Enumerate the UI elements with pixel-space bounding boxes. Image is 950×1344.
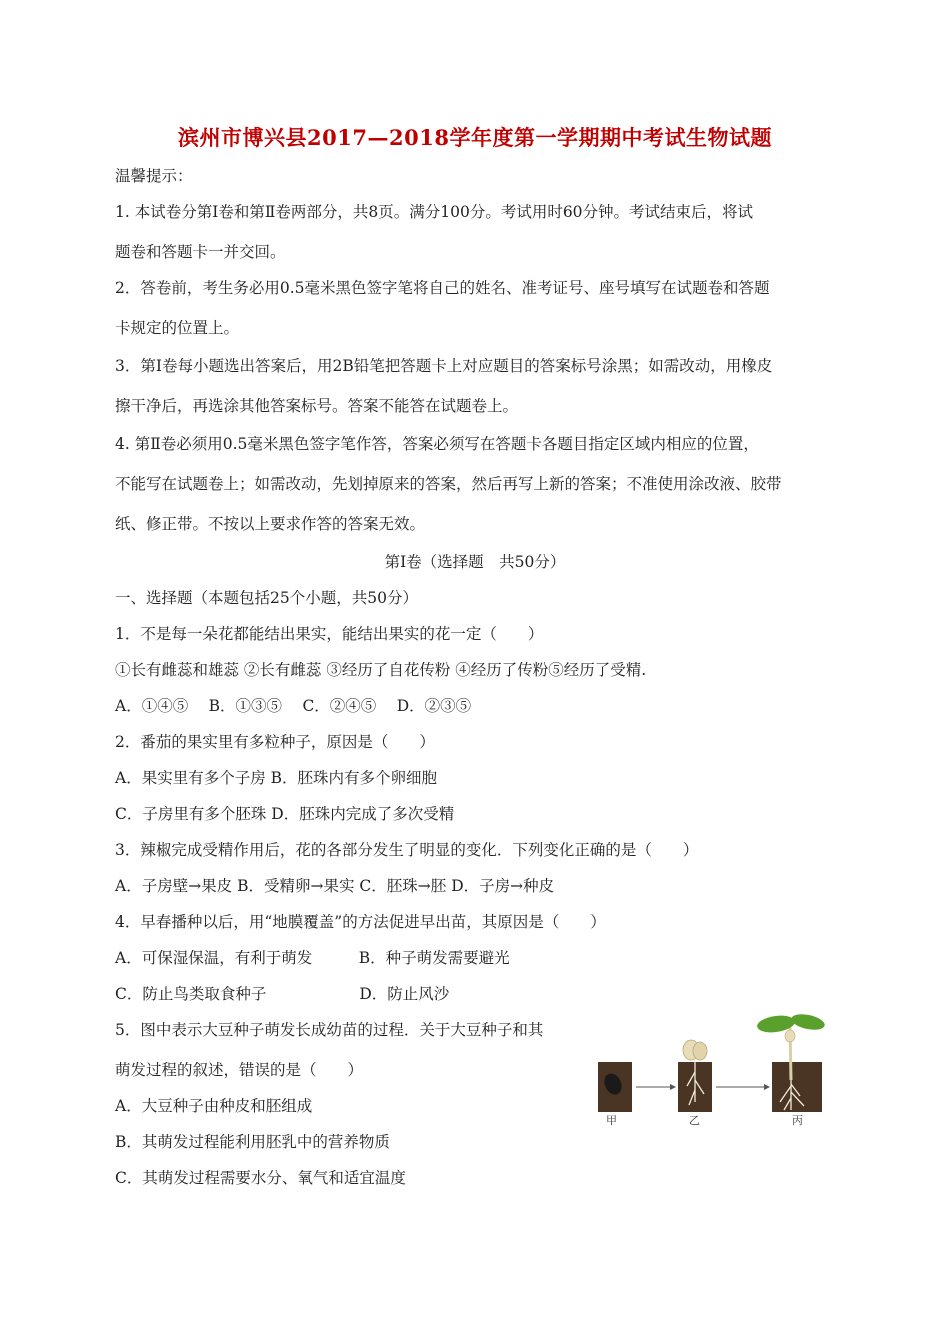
question-line: B．其萌发过程能利用胚乳中的营养物质 [115, 1133, 390, 1151]
tips-heading: 温馨提示： [115, 167, 193, 185]
part-heading: 一、选择题（本题包括25个小题，共50分） [115, 589, 418, 607]
tip-line: 擦干净后，再选涂其他答案标号。答案不能答在试题卷上。 [115, 397, 519, 415]
question-line: A．可保湿保温，有利于萌发 B．种子萌发需要避光 [115, 949, 510, 967]
soil-block-bing [772, 1062, 822, 1112]
arrow-head [764, 1084, 770, 1090]
question-line: A．①④⑤ B．①③⑤ C．②④⑤ D．②③⑤ [115, 697, 472, 715]
question-line: 4．早春播种以后，用“地膜覆盖”的方法促进早出苗，其原因是（ ） [115, 913, 606, 931]
seedling-cotyledon [785, 1030, 795, 1042]
figure-label-bing: 丙 [792, 1114, 803, 1127]
tip-line: 不能写在试题卷上；如需改动，先划掉原来的答案，然后再写上新的答案；不准使用涂改液、胶带 [115, 475, 782, 493]
question-line: C．子房里有多个胚珠 D．胚珠内完成了多次受精 [115, 805, 455, 823]
exam-title: 滨州市博兴县2017—2018学年度第一学期期中考试生物试题 [178, 125, 772, 150]
tip-line: 1. 本试卷分第Ⅰ卷和第Ⅱ卷两部分，共8页。满分100分。考试用时60分钟。考试结束后，将试 [115, 203, 754, 221]
soybean-germination-figure [594, 1010, 840, 1128]
tip-line: 4. 第Ⅱ卷必须用0.5毫米黑色签字笔作答，答案必须写在答题卡各题目指定区域内相应的位置， [115, 435, 759, 453]
seedling-leaf [790, 1012, 826, 1033]
question-line: A．果实里有多个子房 B．胚珠内有多个卵细胞 [115, 769, 438, 787]
tip-line: 题卷和答题卡一并交回。 [115, 243, 286, 261]
tip-line: 卡规定的位置上。 [115, 319, 240, 337]
figure-label-yi: 乙 [689, 1114, 700, 1127]
question-line: 5．图中表示大豆种子萌发长成幼苗的过程．关于大豆种子和其 [115, 1021, 544, 1039]
tip-line: 3．第Ⅰ卷每小题选出答案后，用2B铅笔把答题卡上对应题目的答案标号涂黑；如需改动，用橡皮 [115, 357, 773, 375]
question-line: C．防止鸟类取食种子 D．防止风沙 [115, 985, 450, 1003]
cotyledon [693, 1042, 707, 1060]
question-line: 3．辣椒完成受精作用后，花的各部分发生了明显的变化．下列变化正确的是（ ） [115, 841, 699, 859]
tip-line: 纸、修正带。不按以上要求作答的答案无效。 [115, 515, 426, 533]
figure-label-jia: 甲 [606, 1114, 617, 1127]
question-line: A．大豆种子由种皮和胚组成 [115, 1097, 313, 1115]
arrow-head [670, 1084, 676, 1090]
tip-line: 2．答卷前，考生务必用0.5毫米黑色签字笔将自己的姓名、准考证号、座号填写在试题卷和答题 [115, 279, 770, 297]
question-line: 1．不是每一朵花都能结出果实，能结出果实的花一定（ ） [115, 625, 544, 643]
section-heading: 第Ⅰ卷（选择题 共50分） [384, 553, 566, 571]
question-line: A．子房壁→果皮 B．受精卵→果实 C．胚珠→胚 D．子房→种皮 [115, 877, 555, 895]
question-line: 萌发过程的叙述，错误的是（ ） [115, 1061, 364, 1079]
question-line: ①长有雌蕊和雄蕊 ②长有雌蕊 ③经历了自花传粉 ④经历了传粉⑤经历了受精. [115, 661, 647, 679]
question-line: C．其萌发过程需要水分、氧气和适宜温度 [115, 1169, 406, 1187]
question-line: 2．番茄的果实里有多粒种子，原因是（ ） [115, 733, 435, 751]
